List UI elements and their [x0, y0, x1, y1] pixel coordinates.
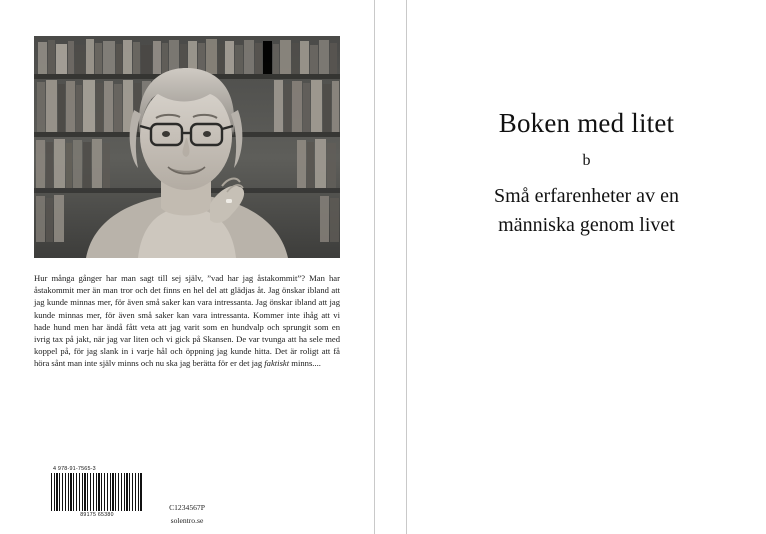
- isbn-bottom-text: 89175 65380: [80, 512, 114, 518]
- publisher-site: solentro.se: [170, 516, 204, 525]
- isbn-barcode: [51, 466, 143, 522]
- product-code: C1234567P: [169, 503, 205, 512]
- back-cover-blurb: [34, 272, 340, 370]
- book-title: Boken med litet: [498, 108, 675, 138]
- book-subtitle-line1: Små erfarenheter av en: [494, 185, 679, 207]
- spine-panel: [375, 0, 406, 534]
- back-cover-panel: [0, 0, 374, 534]
- title-sub-letter: b: [582, 152, 591, 169]
- book-subtitle-line2: människa genom livet: [498, 214, 675, 236]
- front-cover-panel: [407, 0, 766, 534]
- author-photo: [34, 36, 340, 258]
- blurb-tail: minns....: [289, 358, 321, 369]
- book-subtitle: [407, 182, 766, 240]
- author-portrait-illustration: [34, 36, 340, 258]
- blurb-italic-word: faktiskt: [264, 358, 290, 369]
- blurb-text: Hur många gånger har man sagt till sej själv, ”vad har jag åstakommit”? Man har åstakommit mer än man tror och det finns en hel del att glädjas åt. Jag önskar ibland att jag kunde minnas mer, för även små saker kan vara intressanta. Jag önskar ibland att jag kunde minnas mer, för även små saker kan vara intressanta. Kommer inte ihåg att vi hade hund men har ändå fått veta att jag varit som en hundvalp och sprungit som en ivrig tax på jakt, när jag var liten och vi gick på Skansen. De var tvunga att ha sele med koppel på, för jag slank in i varje hål och öppning jag kunde hitta. Det är roligt att få höra sånt man inte själv minns och nu ska jag berätta för er det jag: [34, 273, 340, 369]
- isbn-top-text: 4 978-91-7565-3: [53, 466, 96, 472]
